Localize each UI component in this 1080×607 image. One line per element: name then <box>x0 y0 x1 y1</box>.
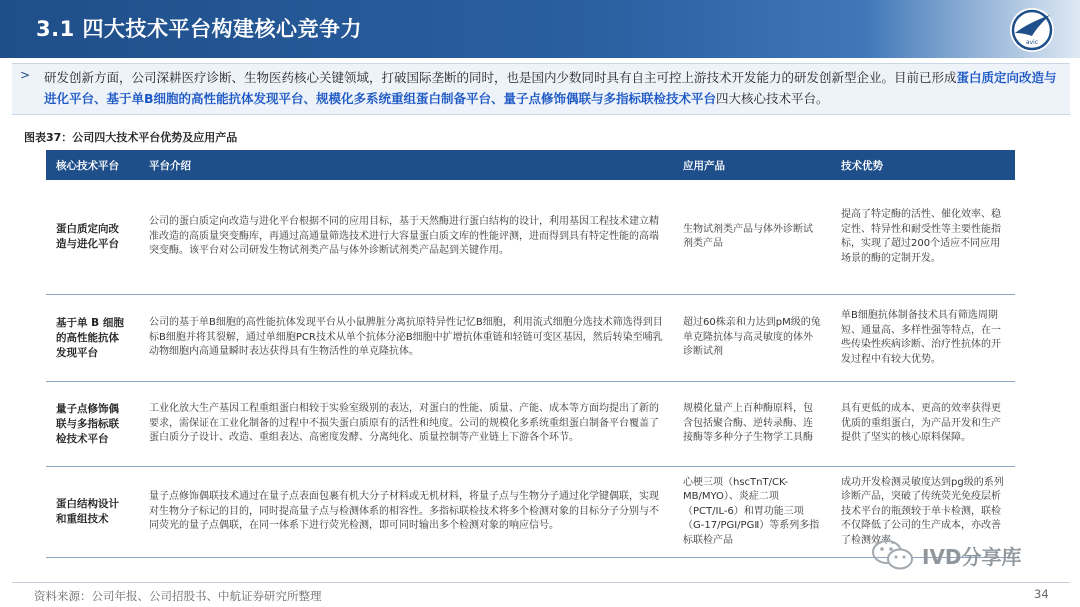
platform-table <box>46 150 1015 558</box>
table-row <box>46 295 1015 382</box>
figure-caption: 图表37：公司四大技术平台优势及应用产品 <box>24 131 238 144</box>
platform-products: 超过60株亲和力达到pM级的兔单克隆抗体与高灵敏度的体外诊断试剂 <box>673 295 831 382</box>
table-header-row <box>46 150 1015 180</box>
platform-intro: 量子点修饰偶联技术通过在量子点表面包裹有机大分子材料或无机材料，将量子点与生物分子通过化学键偶联，实现对生物分子标记的目的，同时提高量子点与检测体系的相容性。多指标联检技术将多个检测对象的目标分子分别与不同荧光的量子点偶联，在同一体系下进行荧光检测，即可同时输出多个检测对象的响应信号。 <box>139 467 673 558</box>
table-row <box>46 382 1015 467</box>
summary-plain: 研发创新方面，公司深耕医疗诊断、生物医药核心关键领域，打破国际垄断的同时，也是国内少数同时具有自主可控上游技术开发能力的研发创新型企业。目前已形成 <box>44 70 957 85</box>
page-header <box>0 0 1080 58</box>
avic-logo-icon <box>1008 6 1056 54</box>
watermark-text: IVD分享库 <box>922 544 1022 569</box>
platform-advantages: 单B细胞抗体制备技术具有筛选周期短、通量高、多样性强等特点，在一些传染性疾病诊断、治疗性抗体的开发过程中有较大优势。 <box>831 295 1015 382</box>
table-row <box>46 180 1015 295</box>
footer-divider <box>12 582 1070 583</box>
column-header: 技术优势 <box>831 150 1015 180</box>
platform-products: 心梗三项（hscTnT/CK-MB/MYO）、炎症二项（PCT/IL-6）和胃功能三项（G-17/PGⅠ/PGⅡ）等系列多指标联检产品 <box>673 467 831 558</box>
platform-name: 基于单 B 细胞的高性能抗体发现平台 <box>46 295 139 382</box>
platform-advantages: 提高了特定酶的活性、催化效率、稳定性、特异性和耐受性等主要性能指标，实现了超过200个适应不同应用场景的酶的定制开发。 <box>831 180 1015 295</box>
platform-advantages: 成功开发检测灵敏度达到pg级的系列诊断产品，突破了传统荧光免疫层析技术平台的瓶颈较于单卡检测，联检不仅降低了公司的生产成本，亦改善了检测效率。 <box>831 467 1015 558</box>
platform-name: 蛋白结构设计和重组技术 <box>46 467 139 558</box>
column-header: 平台介绍 <box>139 150 673 180</box>
summary-tail: 四大核心技术平台。 <box>716 91 829 106</box>
summary-text <box>44 67 1064 109</box>
column-header: 应用产品 <box>673 150 831 180</box>
source-note: 资料来源：公司年报、公司招股书、中航证券研究所整理 <box>34 589 322 603</box>
wechat-icon <box>870 538 916 572</box>
platform-intro: 公司的基于单B细胞的高性能抗体发现平台从小鼠脾脏分离抗原特异性记忆B细胞，利用流式细胞分选技术筛选得到目标B细胞并将其裂解，通过单细胞PCR技术从单个抗体分泌B细胞中扩增抗体重链和轻链可变区基因，然后转染至哺乳动物细胞内高通量瞬时表达获得具有生物活性的单克隆抗体。 <box>139 295 673 382</box>
platform-name: 蛋白质定向改造与进化平台 <box>46 180 139 295</box>
watermark <box>870 538 1022 572</box>
svg-text:avic: avic <box>1025 39 1039 46</box>
platform-products: 规模化量产上百种酶原料，包含包括聚合酶、逆转录酶、连接酶等多种分子生物学工具酶 <box>673 382 831 467</box>
platform-products: 生物试剂类产品与体外诊断试剂类产品 <box>673 180 831 295</box>
platform-intro: 公司的蛋白质定向改造与进化平台根据不同的应用目标，基于天然酶进行蛋白结构的设计，利用基因工程技术建立精准改造的高质量突变酶库，再通过高通量筛选技术进行大容量蛋白质文库的性能评测，进而得到具有特定性能的高端突变酶。该平台对公司研发生物试剂类产品与体外诊断试剂类产品起到关键作用。 <box>139 180 673 295</box>
page-number: 34 <box>1034 587 1049 601</box>
platform-advantages: 具有更低的成本、更高的效率获得更优质的重组蛋白，为产品开发和生产提供了坚实的核心原料保障。 <box>831 382 1015 467</box>
page-title: 3.1 四大技术平台构建核心竞争力 <box>36 17 363 41</box>
summary-highlight: 蛋白质定向改造与进化平台、基于单B细胞的高性能抗体发现平台、规模化多系统重组蛋白制备平台、量子点修饰偶联与多指标联检技术平台 <box>44 70 1057 106</box>
column-header: 核心技术平台 <box>46 150 139 180</box>
bullet-arrow-icon: > <box>20 68 31 82</box>
platform-intro: 工业化放大生产基因工程重组蛋白相较于实验室级别的表达，对蛋白的性能、质量、产能、成本等方面均提出了新的要求，需保证在工业化制备的过程中不损失蛋白质原有的活性和纯度。公司的规模化多系统重组蛋白制备平台覆盖了蛋白质分子设计、改造、重组表达、高密度发酵、分离纯化、质量控制等产业链上下游各个环节。 <box>139 382 673 467</box>
summary-box <box>12 63 1070 115</box>
platform-name: 量子点修饰偶联与多指标联检技术平台 <box>46 382 139 467</box>
